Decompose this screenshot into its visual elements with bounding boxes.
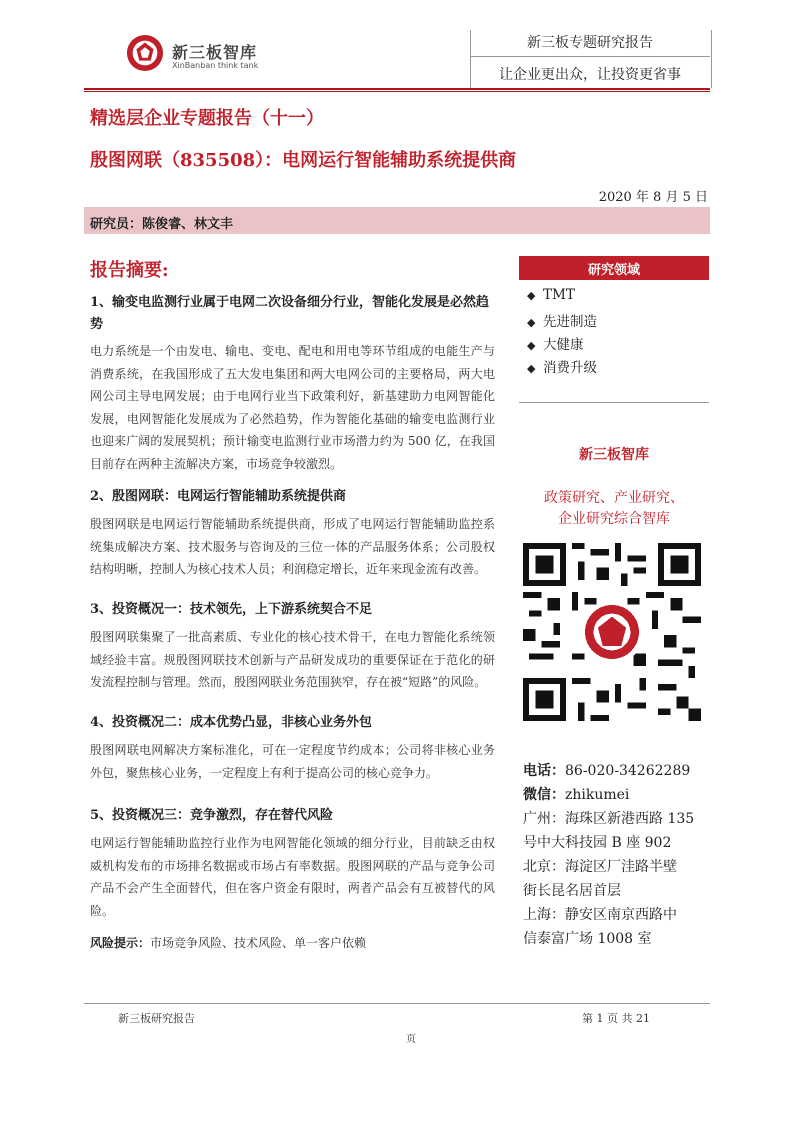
think-tank-subtitle: 企业研究综合智库 — [558, 511, 670, 527]
wechat: 微信：zhikumei — [523, 787, 630, 803]
risk-label: 风险提示： — [90, 936, 151, 950]
report-type: 新三板专题研究报告 — [527, 35, 653, 51]
address-guangzhou: 号中大科技园 B 座 902 — [523, 835, 672, 851]
section-4-body: 殷图网联电网解决方案标准化，可在一定程度节约成本；公司将非核心业务外包，聚焦核心业务，一定程度上有利于提高公司的核心竞争力。 — [90, 743, 495, 780]
section-4-heading: 4、投资概况二：成本优势凸显，非核心业务外包 — [90, 715, 373, 730]
diamond-bullet-icon: ◆ — [527, 316, 536, 329]
section-3-body: 殷图网联集聚了一批高素质、专业化的核心技术骨干，在电力智能化系统领域经验丰富。规殷图网联技术创新与产品研发成功的重要保证在于范化的研发流程控制与管理。然而，殷图网联业务范围狭窄，存在被“短路”的风险。 — [90, 630, 495, 689]
logo-mark-icon — [126, 34, 164, 72]
field-item: ◆ TMT — [527, 287, 575, 303]
report-date: 2020 年 8 月 5 日 — [598, 190, 708, 205]
address-shanghai: 信泰富广场 1008 室 — [523, 931, 652, 947]
address-shanghai: 上海：静安区南京西路中 — [523, 907, 677, 923]
header-rule-thin — [84, 91, 710, 92]
header-rule — [84, 88, 710, 90]
address-beijing: 街长昆名居首层 — [523, 883, 621, 899]
phone: 电话：86-020-34262289 — [523, 763, 691, 779]
risk-text: 市场竞争风险、技术风险、单一客户依赖 — [150, 936, 367, 950]
diamond-bullet-icon: ◆ — [527, 289, 536, 302]
section-3-heading: 3、投资概况一：技术领先，上下游系统契合不足 — [90, 602, 373, 617]
logo-name-en: XinBanban think tank — [172, 61, 259, 70]
header-divider — [470, 56, 710, 57]
section-5-body: 电网运行智能辅助监控行业作为电网智能化领域的细分行业，目前缺乏由权威机构发布的市场排名数据或市场占有率数据。殷图网联的产品与竞争公司产品不会产生全面替代，但在客户资金有限时，两者产品会有互被替代的风险。 — [90, 836, 495, 918]
field-item: ◆ 大健康 — [527, 337, 584, 353]
page-title: 殷图网联（835508）：电网运行智能辅助系统提供商 — [90, 150, 517, 171]
logo-name-cn: 新三板智库 — [172, 43, 258, 62]
page-counter: 第 1 页 共 21 — [582, 1012, 650, 1025]
analyst-names: 研究员：陈俊睿、林文丰 — [90, 217, 234, 232]
field-item: ◆ 先进制造 — [527, 314, 597, 330]
address-beijing: 北京：海淀区厂洼路半壁 — [523, 859, 677, 875]
think-tank-title: 新三板智库 — [579, 447, 649, 463]
section-2-body: 殷图网联是电网运行智能辅助系统提供商，形成了电网运行智能辅助监控系统集成解决方案、技术服务与咨询及的三位一体的产品服务体系；公司股权结构明晰，控制人为核心技术人员；利润稳定增长，近年来现金流有改善。 — [90, 517, 495, 576]
section-2-heading: 2、殷图网联：电网运行智能辅助系统提供商 — [90, 489, 347, 504]
address-guangzhou: 广州：海珠区新港西路 135 — [523, 811, 695, 827]
field-divider — [519, 402, 709, 403]
abstract-heading: 报告摘要: — [90, 260, 169, 281]
section-1-heading: 1、输变电监测行业属于电网二次设备细分行业，智能化发展是必然趋势 — [90, 295, 490, 332]
page-suffix: 页 — [406, 1034, 416, 1045]
footer-title: 新三板研究报告 — [118, 1012, 195, 1025]
diamond-bullet-icon: ◆ — [527, 362, 536, 375]
field-title: 研究领域 — [587, 263, 640, 278]
qr-code-icon[interactable] — [523, 543, 701, 721]
field-item: ◆ 消费升级 — [527, 360, 597, 376]
diamond-bullet-icon: ◆ — [527, 339, 536, 352]
risk-warning — [90, 934, 366, 951]
series-title: 精选层企业专题报告（十一） — [90, 108, 324, 129]
section-5-heading: 5、投资概况三：竞争激烈，存在替代风险 — [90, 808, 334, 823]
slogan: 让企业更出众，让投资更省事 — [499, 67, 681, 83]
section-1-body: 电力系统是一个由发电、输电、变电、配电和用电等环节组成的电能生产与消费系统，在我国形成了五大发电集团和两大电网公司的主要格局，两大电网公司主导电网发展；由于电网行业当下政策利好，新基建助力电网智能化发展，电网智能化发展成为了必然趋势，作为智能化基础的输变电监测行业也迎来广阔的发展契机；预计输变电监测行业市场潜力约为 500 亿，在我国目前存在两种主流解决方案，市场竞争较激烈。 — [90, 344, 495, 471]
footer-rule — [84, 1003, 710, 1004]
think-tank-subtitle: 政策研究、产业研究、 — [544, 490, 684, 506]
